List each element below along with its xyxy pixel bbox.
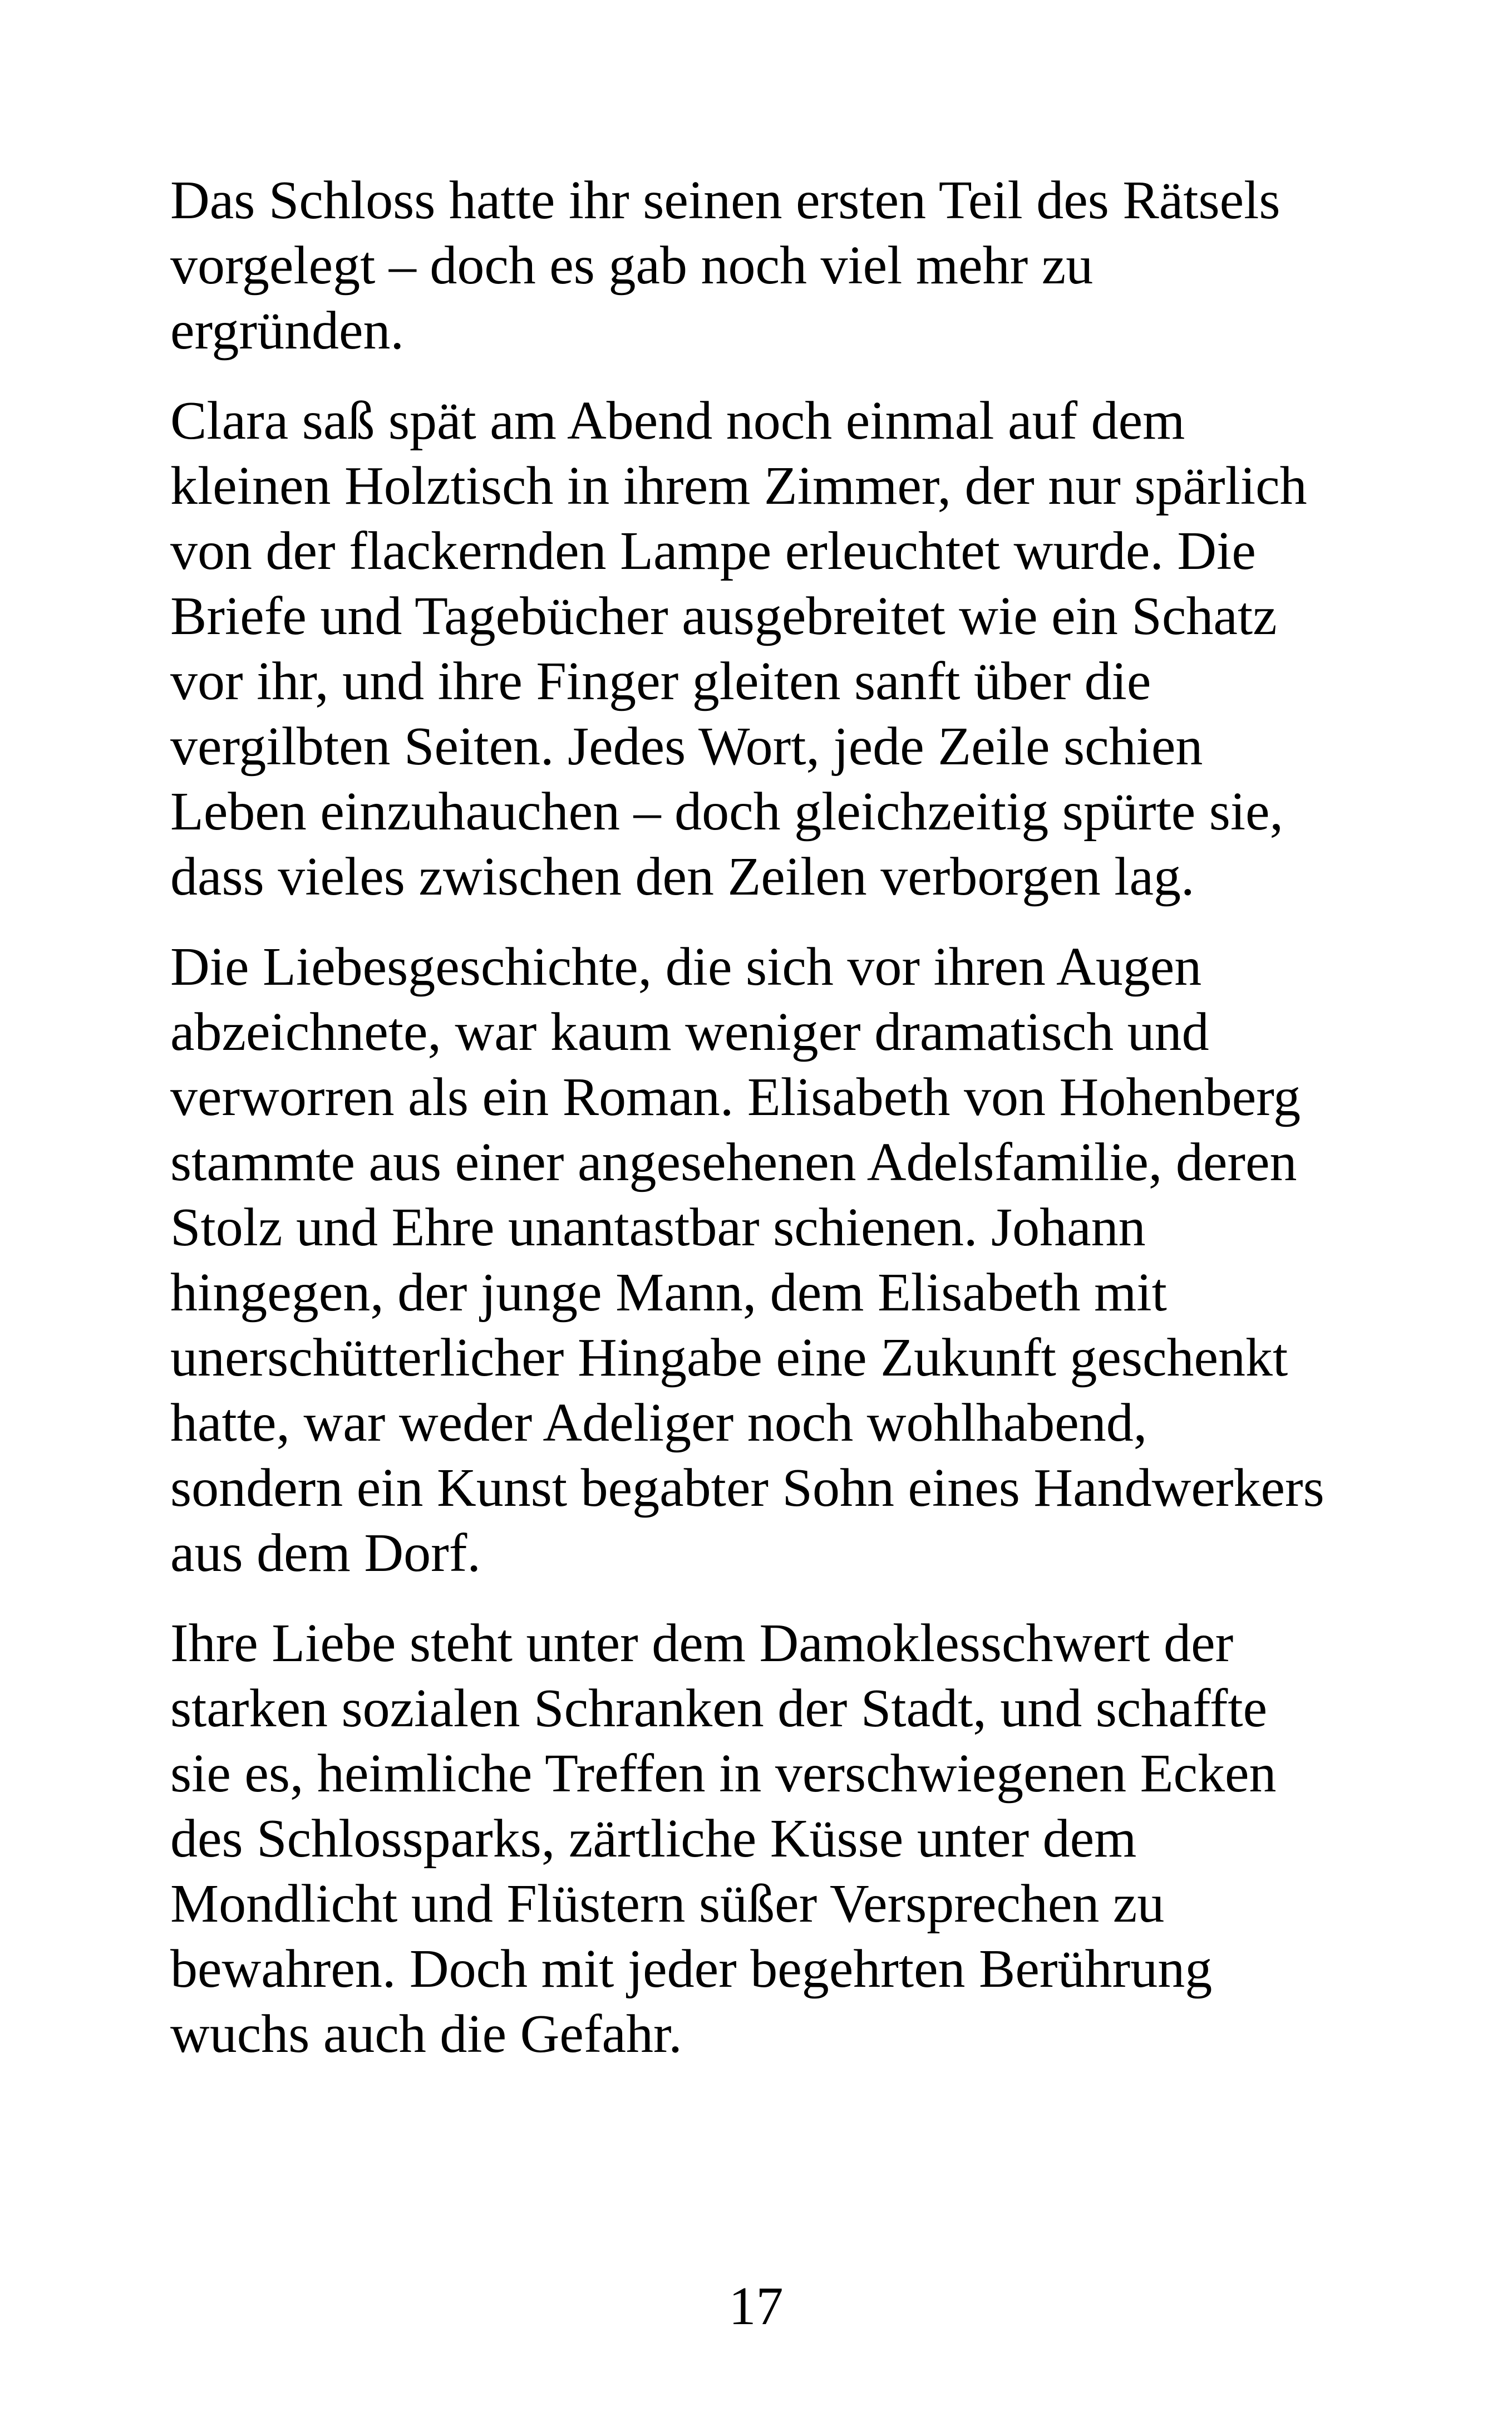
body-text	[170, 168, 1378, 2092]
text-line: stammte aus einer angesehenen Adelsfamilie, deren	[170, 1132, 1297, 1192]
text-line: kleinen Holztisch in ihrem Zimmer, der nur spärlich	[170, 456, 1307, 516]
text-line: abzeichnete, war kaum weniger dramatisch und	[170, 1002, 1209, 1062]
text-line: verworren als ein Roman. Elisabeth von Hohenberg	[170, 1067, 1301, 1127]
paragraph-4	[170, 1611, 1378, 2067]
text-line: sondern ein Kunst begabter Sohn eines Handwerkers	[170, 1458, 1324, 1518]
paragraph-2	[170, 389, 1378, 910]
text-line: starken sozialen Schranken der Stadt, und schaffte	[170, 1678, 1268, 1738]
text-line: unerschütterlicher Hingabe eine Zukunft geschenkt	[170, 1328, 1288, 1388]
text-line: dass vieles zwischen den Zeilen verborgen lag.	[170, 847, 1195, 907]
text-line: von der flackernden Lampe erleuchtet wurde. Die	[170, 521, 1256, 581]
text-line: vergilbten Seiten. Jedes Wort, jede Zeile schien	[170, 716, 1203, 777]
paragraph-1	[170, 168, 1378, 364]
paragraph-3	[170, 935, 1378, 1586]
text-line: hatte, war weder Adeliger noch wohlhabend,	[170, 1393, 1147, 1453]
text-line: des Schlossparks, zärtliche Küsse unter dem	[170, 1809, 1137, 1869]
text-line: Ihre Liebe steht unter dem Damoklesschwert der	[170, 1613, 1234, 1673]
text-line: Das Schloss hatte ihr seinen ersten Teil des Rätsels	[170, 170, 1280, 230]
page-number: 17	[728, 2276, 784, 2336]
text-line: Stolz und Ehre unantastbar schienen. Johann	[170, 1197, 1146, 1258]
text-line: Die Liebesgeschichte, die sich vor ihren Augen	[170, 937, 1202, 997]
text-line: Clara saß spät am Abend noch einmal auf dem	[170, 391, 1185, 451]
text-line: Leben einzuhauchen – doch gleichzeitig spürte sie,	[170, 782, 1284, 842]
text-line: sie es, heimliche Treffen in verschwiegenen Ecken	[170, 1744, 1277, 1804]
text-line: vorgelegt – doch es gab noch viel mehr zu	[170, 235, 1094, 296]
text-line: Briefe und Tagebücher ausgebreitet wie ein Schatz	[170, 586, 1277, 646]
text-line: wuchs auch die Gefahr.	[170, 2004, 682, 2064]
text-line: vor ihr, und ihre Finger gleiten sanft über die	[170, 651, 1151, 711]
text-line: bewahren. Doch mit jeder begehrten Berührung	[170, 1939, 1213, 1999]
text-line: aus dem Dorf.	[170, 1523, 481, 1583]
text-line: ergründen.	[170, 301, 404, 361]
text-line: hingegen, der junge Mann, dem Elisabeth mit	[170, 1263, 1167, 1323]
text-line: Mondlicht und Flüstern süßer Versprechen zu	[170, 1874, 1165, 1934]
